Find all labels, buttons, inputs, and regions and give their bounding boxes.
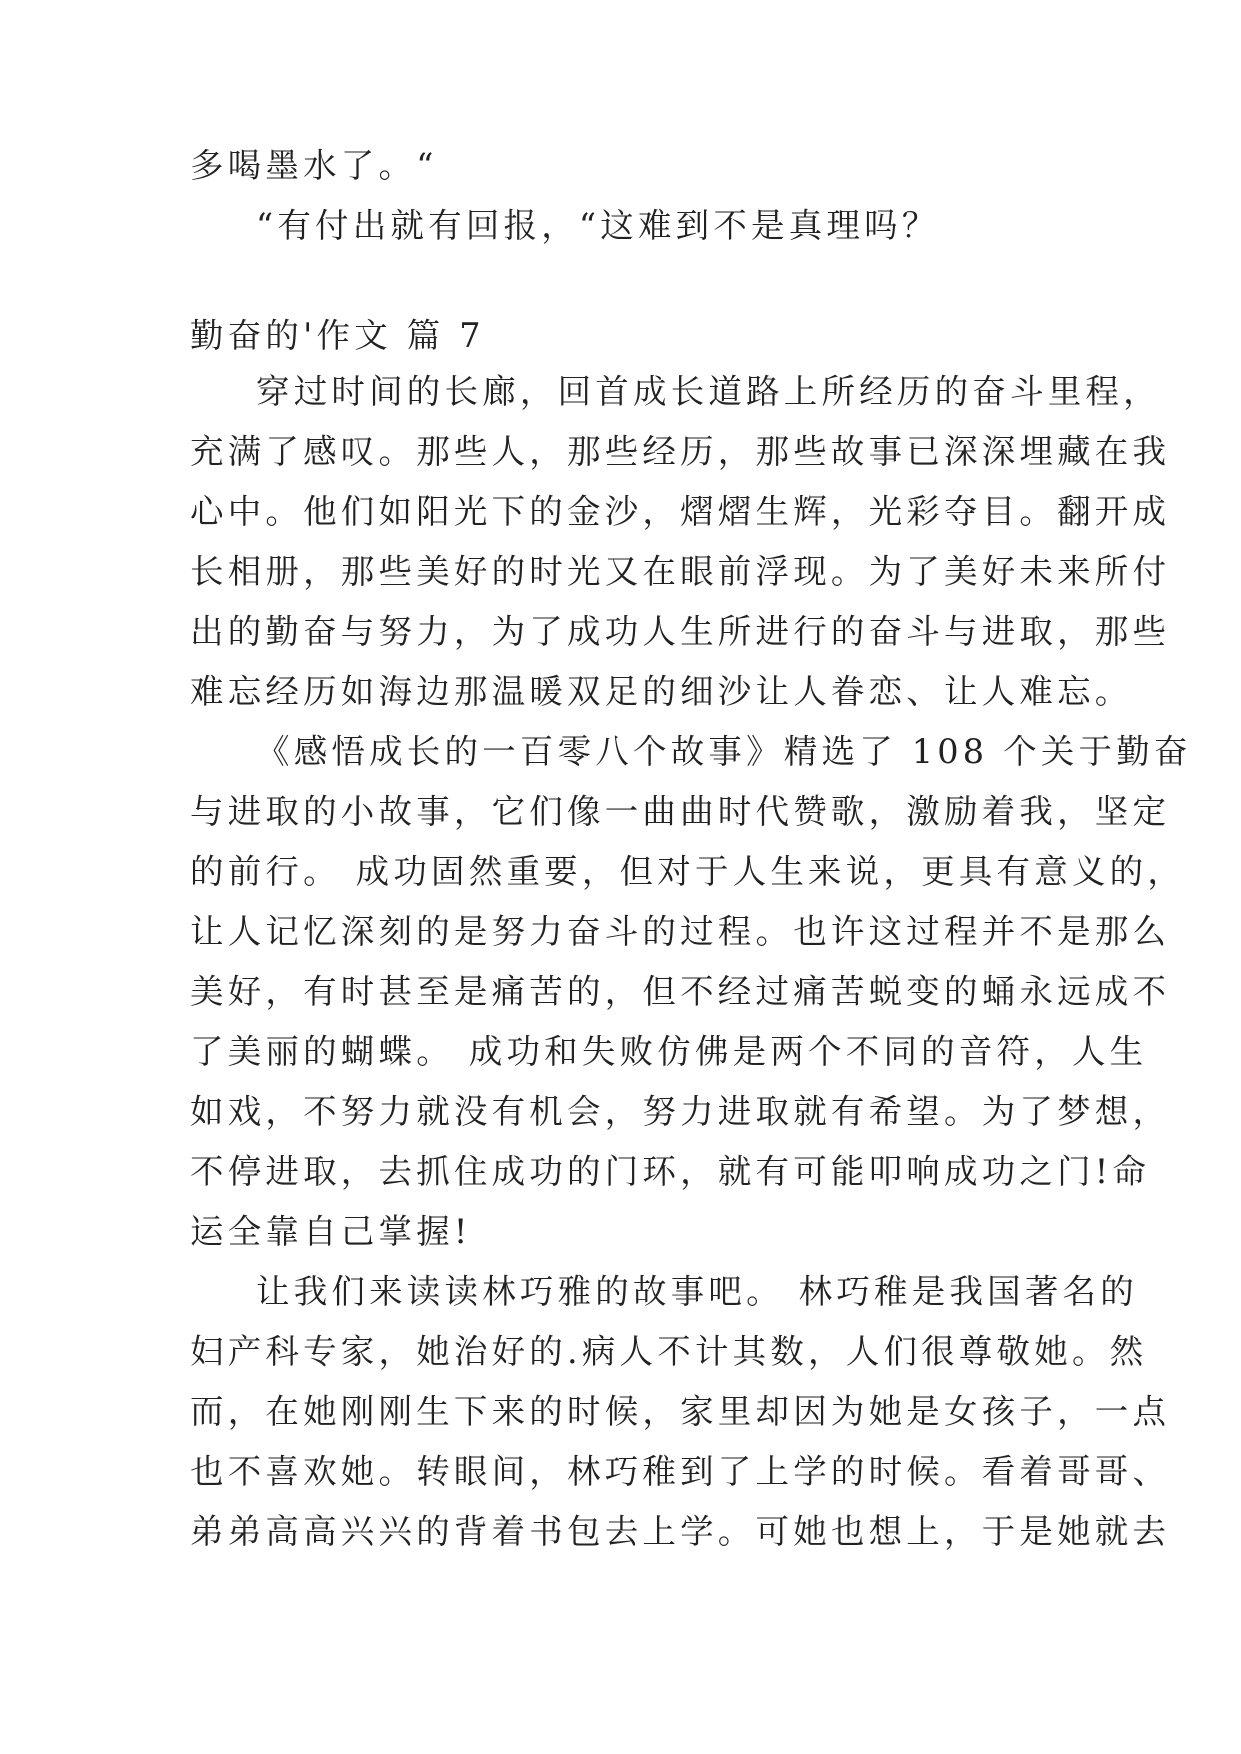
- intro-line: “有付出就有回报，“这难到不是真理吗？: [256, 206, 940, 245]
- paragraph-line: 美好，有时甚至是痛苦的，但不经过痛苦蜕变的蛹永远成不: [190, 972, 1171, 1011]
- paragraph-line: 了美丽的蝴蝶。 成功和失败仿佛是两个不同的音符，人生: [190, 1032, 1148, 1071]
- paragraph-line: 也不喜欢她。转眼间，林巧稚到了上学的时候。看着哥哥、: [190, 1452, 1171, 1491]
- paragraph-line: 让我们来读读林巧雅的故事吧。 林巧稚是我国著名的: [256, 1272, 1138, 1311]
- section-heading-block: [190, 306, 1052, 366]
- paragraph-line: 出的勤奋与努力，为了成功人生所进行的奋斗与进取，那些: [190, 612, 1171, 651]
- paragraph-2: [190, 722, 1192, 1262]
- paragraph-line: 弟弟高高兴兴的背着书包去上学。可她也想上，于是她就去: [190, 1512, 1171, 1551]
- paragraph-line: 不停进取，去抓住成功的门环，就有可能叩响成功之门!命: [190, 1152, 1151, 1191]
- paragraph-line: 如戏，不努力就没有机会，努力进取就有希望。为了梦想，: [190, 1092, 1171, 1131]
- paragraph-1: [190, 362, 1171, 722]
- paragraph-3: [190, 1262, 1171, 1562]
- paragraph-line: 让人记忆深刻的是努力奋斗的过程。也许这过程并不是那么: [190, 912, 1171, 951]
- paragraph-line: 充满了感叹。那些人，那些经历，那些故事已深深埋藏在我: [190, 432, 1171, 471]
- paragraph-line: 难忘经历如海边那温暖双足的细沙让人眷恋、让人难忘。: [190, 672, 1133, 711]
- intro-block: [190, 136, 1052, 256]
- paragraph-line: 心中。他们如阳光下的金沙，熠熠生辉，光彩夺目。翻开成: [190, 492, 1171, 531]
- essay-body: [190, 362, 1192, 1562]
- paragraph-line: 《感悟成长的一百零八个故事》精选了 108 个关于勤奋: [256, 732, 1192, 771]
- paragraph-line: 运全靠自己掌握!: [190, 1212, 472, 1251]
- paragraph-line: 长相册，那些美好的时光又在眼前浮现。为了美好未来所付: [190, 552, 1171, 591]
- paragraph-line: 妇产科专家，她治好的.病人不计其数，人们很尊敬她。然: [190, 1332, 1148, 1371]
- section-heading: 勤奋的'作文 篇 7: [190, 316, 485, 355]
- paragraph-line: 与进取的小故事，它们像一曲曲时代赞歌，激励着我，坚定: [190, 792, 1171, 831]
- intro-line: 多喝墨水了。“: [190, 146, 438, 185]
- paragraph-line: 的前行。 成功固然重要，但对于人生来说，更具有意义的，: [190, 852, 1186, 891]
- paragraph-line: 穿过时间的长廊，回首成长道路上所经历的奋斗里程，: [256, 372, 1161, 411]
- paragraph-line: 而，在她刚刚生下来的时候，家里却因为她是女孩子，一点: [190, 1392, 1171, 1431]
